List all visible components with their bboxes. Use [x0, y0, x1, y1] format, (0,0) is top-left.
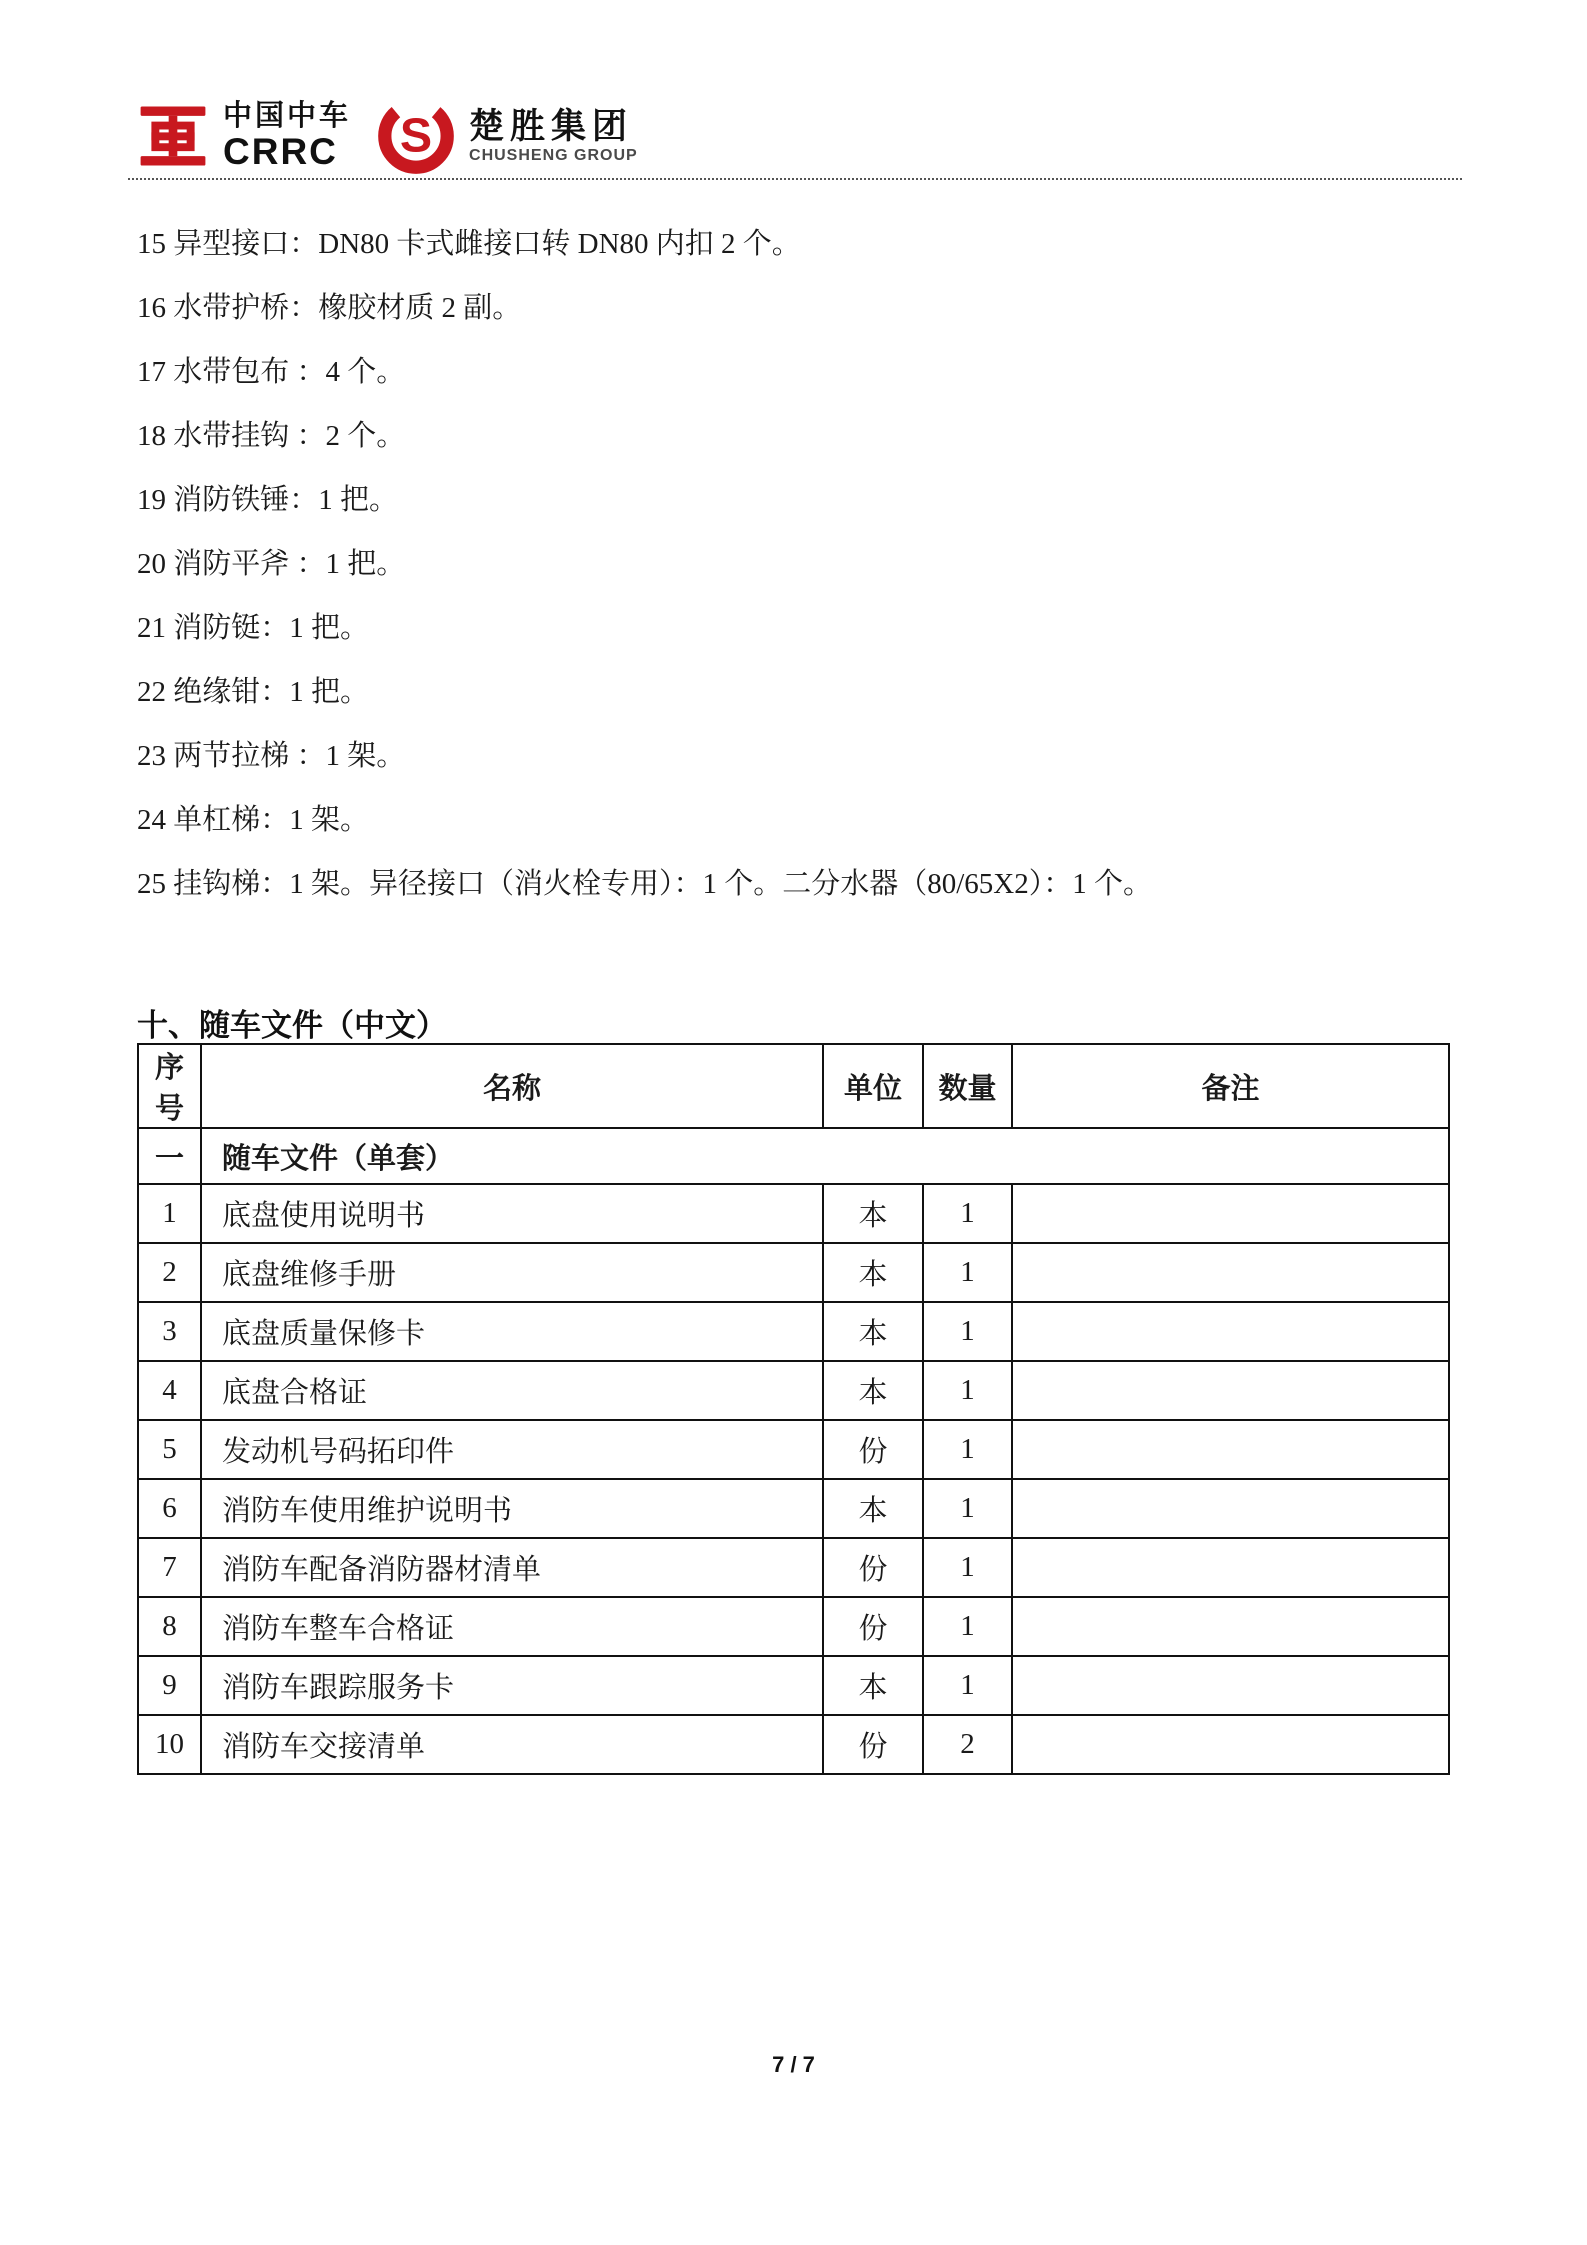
- row-note: [1012, 1420, 1449, 1479]
- list-item: 20 消防平斧 ：1 把。: [137, 548, 406, 580]
- row-name: 消防车跟踪服务卡: [201, 1656, 823, 1715]
- row-no: 3: [138, 1302, 201, 1361]
- row-qty: 1: [923, 1420, 1012, 1479]
- table-row: [138, 1656, 1449, 1715]
- table-row: [138, 1243, 1449, 1302]
- table-header-row: [138, 1044, 1449, 1128]
- list-item: 17 水带包布 ：4 个。: [137, 356, 406, 388]
- row-no: 8: [138, 1597, 201, 1656]
- row-note: [1012, 1479, 1449, 1538]
- col-header-unit: 单位: [823, 1044, 923, 1128]
- table-row: [138, 1597, 1449, 1656]
- chusheng-logo-icon: [377, 97, 455, 175]
- row-qty: 1: [923, 1597, 1012, 1656]
- row-qty: 1: [923, 1184, 1012, 1243]
- list-item: 23 两节拉梯 ：1 架。: [137, 740, 406, 772]
- table-row: [138, 1479, 1449, 1538]
- crrc-logo-icon: [137, 100, 209, 172]
- section-title: 十、随车文件（中文）: [137, 1008, 447, 1043]
- row-no: 5: [138, 1420, 201, 1479]
- row-no: 4: [138, 1361, 201, 1420]
- col-header-name: 名称: [201, 1044, 823, 1128]
- row-unit: 本: [823, 1302, 923, 1361]
- list-item: 21 消防铤：1 把。: [137, 612, 370, 644]
- table-row: [138, 1361, 1449, 1420]
- page-header: [137, 96, 638, 176]
- row-note: [1012, 1597, 1449, 1656]
- row-qty: 1: [923, 1302, 1012, 1361]
- table-row: [138, 1184, 1449, 1243]
- row-unit: 份: [823, 1715, 923, 1774]
- list-item: 19 消防铁锤：1 把。: [137, 484, 399, 516]
- chusheng-logo: [377, 97, 638, 175]
- row-name: 发动机号码拓印件: [201, 1420, 823, 1479]
- row-unit: 份: [823, 1538, 923, 1597]
- page-number: 7 / 7: [772, 2052, 815, 2077]
- row-unit: 本: [823, 1656, 923, 1715]
- list-item: 22 绝缘钳：1 把。: [137, 676, 370, 708]
- row-unit: 份: [823, 1597, 923, 1656]
- row-qty: 1: [923, 1243, 1012, 1302]
- row-note: [1012, 1715, 1449, 1774]
- list-item: 16 水带护桥：橡胶材质 2 副。: [137, 292, 522, 324]
- category-name: 随车文件（单套）: [201, 1128, 1449, 1184]
- col-header-note: 备注: [1012, 1044, 1449, 1128]
- row-note: [1012, 1656, 1449, 1715]
- row-no: 9: [138, 1656, 201, 1715]
- row-name: 消防车整车合格证: [201, 1597, 823, 1656]
- row-no: 1: [138, 1184, 201, 1243]
- crrc-logo: [137, 100, 351, 172]
- crrc-name-cn: 中国中车: [223, 100, 352, 132]
- row-name: 底盘合格证: [201, 1361, 823, 1420]
- row-unit: 本: [823, 1361, 923, 1420]
- row-qty: 1: [923, 1479, 1012, 1538]
- row-name: 底盘质量保修卡: [201, 1302, 823, 1361]
- row-unit: 本: [823, 1243, 923, 1302]
- row-name: 底盘维修手册: [201, 1243, 823, 1302]
- row-unit: 份: [823, 1420, 923, 1479]
- table-row: [138, 1420, 1449, 1479]
- documents-table: [137, 1043, 1450, 1775]
- table-row: [138, 1538, 1449, 1597]
- row-note: [1012, 1361, 1449, 1420]
- svg-text:S: S: [399, 108, 433, 163]
- chusheng-brand-text: [469, 106, 638, 164]
- row-unit: 本: [823, 1184, 923, 1243]
- crrc-name-en: CRRC: [223, 131, 338, 172]
- row-note: [1012, 1302, 1449, 1361]
- col-header-no: 序号: [138, 1044, 201, 1128]
- list-item: 24 单杠梯：1 架。: [137, 804, 370, 836]
- row-name: 消防车交接清单: [201, 1715, 823, 1774]
- equipment-list: [137, 212, 1467, 916]
- row-qty: 1: [923, 1656, 1012, 1715]
- row-note: [1012, 1184, 1449, 1243]
- row-name: 消防车使用维护说明书: [201, 1479, 823, 1538]
- table-row: [138, 1302, 1449, 1361]
- category-index: 一: [138, 1128, 201, 1184]
- table-row: [138, 1715, 1449, 1774]
- list-item: 25 挂钩梯：1 架。异径接口（消火栓专用）：1 个。二分水器（80/65X2）：1 个。: [137, 868, 1153, 900]
- header-divider: [128, 178, 1462, 180]
- row-qty: 2: [923, 1715, 1012, 1774]
- row-unit: 本: [823, 1479, 923, 1538]
- row-qty: 1: [923, 1361, 1012, 1420]
- crrc-brand-text: [223, 102, 351, 170]
- row-name: 消防车配备消防器材清单: [201, 1538, 823, 1597]
- row-note: [1012, 1538, 1449, 1597]
- chusheng-name-cn: 楚胜集团: [469, 106, 634, 146]
- col-header-qty: 数量: [923, 1044, 1012, 1128]
- row-qty: 1: [923, 1538, 1012, 1597]
- row-no: 10: [138, 1715, 201, 1774]
- row-note: [1012, 1243, 1449, 1302]
- row-no: 7: [138, 1538, 201, 1597]
- chusheng-name-en: CHUSHENG GROUP: [469, 146, 638, 164]
- table-category-row: [138, 1128, 1449, 1184]
- list-item: 15 异型接口：DN80 卡式雌接口转 DN80 内扣 2 个。: [137, 228, 801, 260]
- row-name: 底盘使用说明书: [201, 1184, 823, 1243]
- row-no: 6: [138, 1479, 201, 1538]
- list-item: 18 水带挂钩 ：2 个。: [137, 420, 406, 452]
- row-no: 2: [138, 1243, 201, 1302]
